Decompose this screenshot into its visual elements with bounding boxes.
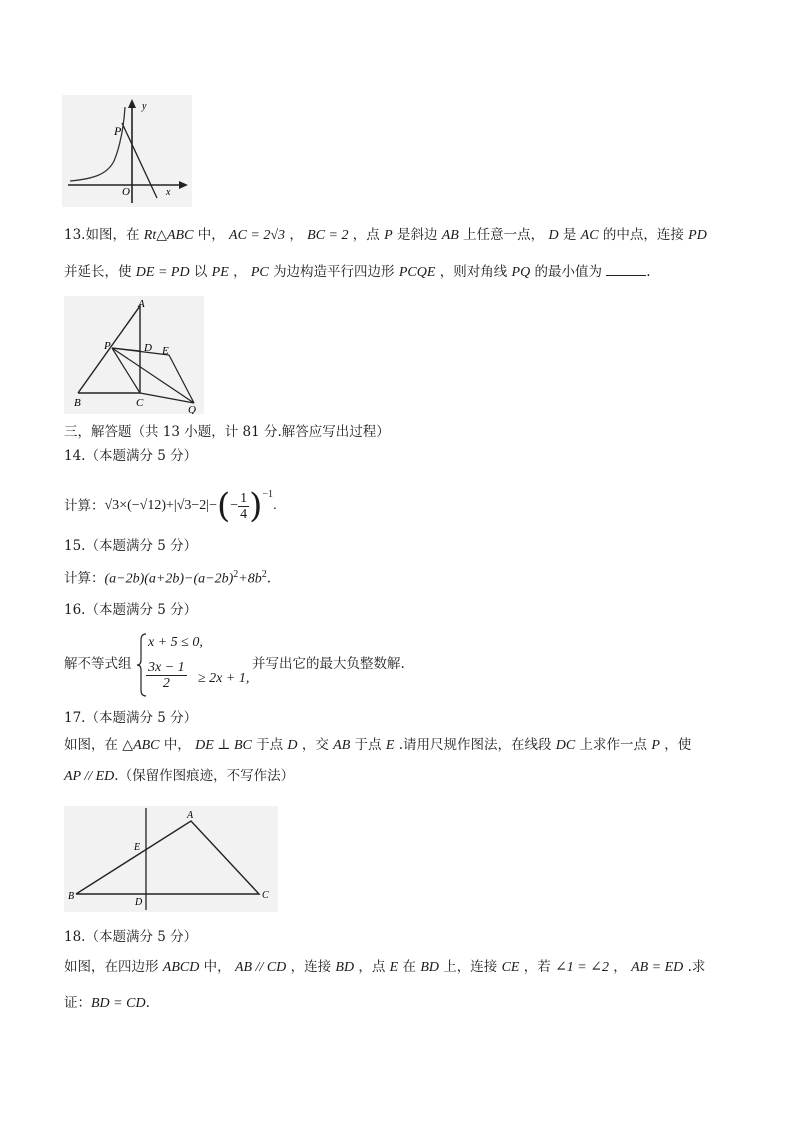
section-3-heading: 三，解答题（共 13 小题，计 81 分.解答应写出过程） (64, 424, 390, 440)
q16-header: 16.（本题满分 5 分） (64, 602, 198, 618)
q17-line2: AP // ED.（保留作图痕迹，不写作法） (64, 768, 295, 784)
fig13-label-e: E (162, 345, 169, 357)
figure-q17 (64, 806, 278, 912)
q17-line1: 如图，在 △ABC 中， DE ⊥ BC 于点 D ，交 AB 于点 E .请用尺规作图法，在线段 DC 上求作一点 P ，使 (64, 737, 692, 753)
q17-header: 17.（本题满分 5 分） (64, 710, 198, 726)
q18-header: 18.（本题满分 5 分） (64, 929, 198, 945)
fig17-label-d: D (135, 897, 143, 908)
fig17-label-c: C (262, 890, 269, 901)
fig13-label-d: D (144, 342, 152, 354)
fig17-label-a: A (187, 810, 194, 821)
answer-blank[interactable] (606, 263, 646, 276)
fig12-label-o: O (122, 186, 130, 198)
fig13-label-a: A (138, 298, 145, 310)
figure-q17-svg (64, 806, 278, 912)
fig13-label-b: B (74, 397, 81, 409)
q14-expression: 计算： √3 ×(− √12 )+| √3 −2|− ( − $\frac{1}{4}$ ) $^{-1}$ . (64, 486, 277, 526)
figure-q12-svg (62, 95, 192, 207)
figure-q12 (62, 95, 192, 207)
fig17-label-e: E (134, 842, 141, 853)
fig13-label-p: P (104, 340, 111, 352)
fig13-label-q: Q (188, 404, 196, 414)
figure-q13-svg (64, 296, 204, 414)
q15-expression: 计算：$(a-2b)(a+2b)-(a-2b)^2+8b^2$. (64, 569, 272, 587)
q14-header: 14.（本题满分 5 分） (64, 448, 198, 464)
fraction-one-quarter: $\frac{1}{4}$ (240, 490, 248, 522)
fig12-label-x: x (166, 187, 171, 198)
q18-line2: 证：BD = CD. (64, 995, 150, 1011)
q18-line1: 如图，在四边形 ABCD 中， AB // CD ，连接 BD ，点 E 在 BD 上，连接 CE ，若 ∠1 = ∠2 ， AB = ED .求 (64, 959, 706, 975)
q13-line1: 13.如图，在 Rt△ABC 中， AC = 2√3 ， BC = 2 ，点 P 是斜边 AB 上任意一点， D 是 AC 的中点，连接 PD (64, 227, 707, 243)
fig17-label-b: B (68, 891, 75, 902)
q13-line2: 并延长，使 DE = PD 以 PE ， PC 为边构造平行四边形 PCQE ，则对角线 PQ 的最小值为 . (64, 264, 651, 280)
fig12-label-p: P (114, 124, 122, 138)
q15-header: 15.（本题满分 5 分） (64, 538, 198, 554)
figure-q13 (64, 296, 204, 414)
fig13-label-c: C (136, 397, 144, 409)
fig12-label-y: y (142, 101, 147, 112)
